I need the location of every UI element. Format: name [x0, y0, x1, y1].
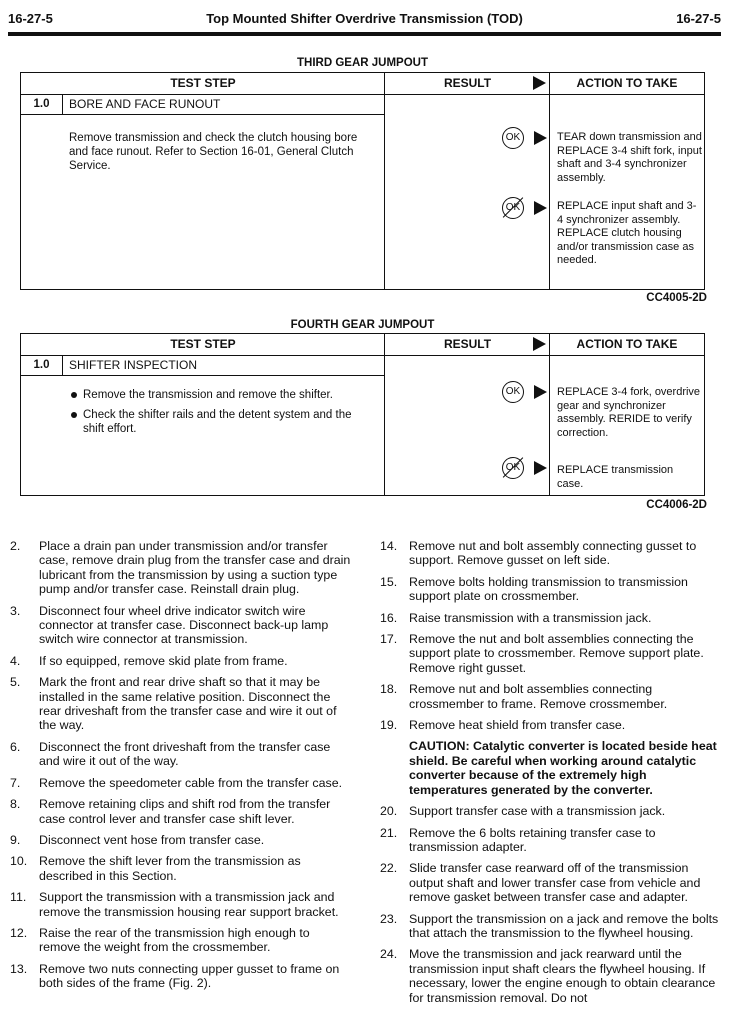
procedure-step	[380, 539, 722, 568]
procedure-step	[380, 575, 722, 604]
not-ok-label: OK	[505, 462, 521, 473]
step-num: 14.	[380, 539, 398, 553]
step-num: 10.	[10, 854, 28, 869]
diagnostic-table-third-gear	[20, 72, 705, 290]
step-row-divider	[21, 114, 385, 115]
procedure-step	[10, 654, 352, 668]
ok-icon	[502, 127, 524, 149]
step-text: Remove retaining clips and shift rod from the transfer case control lever and transfer case shift lever.	[39, 797, 331, 826]
ok-label: OK	[505, 132, 521, 143]
divider	[549, 73, 550, 289]
step-num: 21.	[380, 825, 398, 840]
step-num: 19.	[380, 718, 398, 733]
step-text: Disconnect four wheel drive indicator switch wire connector at transfer case. Disconnect back-up lamp switch wire connector at transmission.	[39, 603, 329, 647]
procedure-step	[380, 682, 722, 711]
table-title-third-gear: THIRD GEAR JUMPOUT	[297, 57, 428, 69]
step-num: 23.	[380, 911, 398, 926]
step-text: Raise the rear of the transmission high enough to remove the weight from the crossmember.	[39, 925, 310, 955]
procedure-step	[10, 890, 352, 919]
result-arrow-icon	[533, 337, 546, 351]
procedure-step	[380, 804, 722, 818]
step-row-divider	[21, 375, 385, 376]
procedure-step	[10, 962, 352, 991]
divider	[549, 334, 550, 495]
step-num: 13.	[10, 961, 28, 976]
step-num: 16.	[380, 610, 398, 625]
step-number: 1.0	[21, 355, 63, 376]
step-text: Move the transmission and jack rearward until the transmission input shaft clears the flywheel housing. If necessary, lower the engine enough to obtain clearance for transmission removal. Do not	[409, 947, 716, 1005]
step-text: Remove two nuts connecting upper gusset to frame on both sides of the frame (Fig. 2).	[39, 961, 340, 991]
not-ok-arrow-icon	[534, 461, 547, 475]
step-text: Place a drain pan under transmission and/or transfer case, remove drain plug from the transfer case and drain lubricant from the transmission by using a suction type pump and/or transfer case. Reinstall drain plug.	[39, 539, 351, 597]
divider	[384, 73, 385, 289]
ok-arrow-icon	[534, 131, 547, 145]
result-arrow-icon	[533, 76, 546, 90]
step-text: Remove the nut and bolt assemblies connecting the support plate to crossmember. Remove support plate. Remove right gusset.	[409, 632, 704, 675]
step-name: BORE AND FACE RUNOUT	[69, 97, 221, 111]
table-header-row	[21, 73, 704, 95]
page-number-right: 16-27-5	[676, 11, 721, 26]
step-num: 17.	[380, 632, 398, 647]
procedure-step	[10, 604, 352, 647]
col-result: RESULT	[443, 76, 492, 90]
figure-id: CC4005-2D	[646, 292, 707, 304]
ok-arrow-icon	[534, 385, 547, 399]
step-num: 12.	[10, 925, 28, 940]
col-test-step: TEST STEP	[170, 76, 236, 90]
step-text: Remove the shift lever from the transmission as described in this Section.	[39, 854, 301, 883]
action-ok: TEAR down transmission and REPLACE 3-4 shift fork, input shaft and 3-4 synchronizer assembly.	[557, 131, 702, 184]
ok-label: OK	[505, 386, 521, 397]
procedure-step	[380, 861, 722, 904]
step-text: Slide transfer case rearward off of the transmission output shaft and lower transfer case from vehicle and remove gasket between transfer case and adapter.	[409, 861, 701, 905]
step-num: 15.	[380, 574, 398, 589]
step-num: 18.	[380, 682, 398, 697]
step-num: 7.	[10, 775, 21, 790]
step-num: 3.	[10, 603, 21, 618]
step-num: 20.	[380, 804, 398, 819]
col-action: ACTION TO TAKE	[576, 76, 678, 90]
col-action: ACTION TO TAKE	[576, 337, 678, 351]
page-number-left: 16-27-5	[8, 11, 53, 26]
procedure-step	[10, 926, 352, 955]
figure-id: CC4006-2D	[646, 499, 707, 511]
step-text: Remove the speedometer cable from the transfer case.	[39, 775, 343, 790]
procedure-step	[380, 912, 722, 941]
procedure-step	[10, 797, 352, 826]
divider	[384, 334, 385, 495]
not-ok-icon	[502, 457, 524, 479]
procedure-step	[10, 854, 352, 883]
step-num: 22.	[380, 861, 398, 876]
step-text: Remove nut and bolt assemblies connecting crossmember to frame. Remove crossmember.	[409, 682, 668, 711]
step-text: If so equipped, remove skid plate from frame.	[39, 653, 288, 668]
step-text: Remove bolts holding transmission to transmission support plate on crossmember.	[409, 574, 688, 604]
caution-note: CAUTION: Catalytic converter is located beside heat shield. Be careful when working around catalytic converter because of the extremely high temperatures generated by the converter.	[409, 739, 717, 797]
step-text: Remove nut and bolt assembly connecting gusset to support. Remove gusset on left side.	[409, 539, 697, 568]
step-text: Raise transmission with a transmission jack.	[409, 610, 652, 625]
diagnostic-table-fourth-gear	[20, 333, 705, 496]
step-text: Support the transmission on a jack and remove the bolts that attach the transmission to the flywheel housing.	[409, 911, 719, 940]
not-ok-label: OK	[505, 202, 521, 213]
not-ok-icon	[502, 197, 524, 219]
procedure-step	[380, 632, 722, 675]
not-ok-arrow-icon	[534, 201, 547, 215]
step-text: Support transfer case with a transmission jack.	[409, 804, 666, 819]
procedure-step	[380, 947, 722, 1005]
action-not-ok: REPLACE transmission case.	[557, 464, 674, 490]
procedure-step	[10, 675, 352, 733]
bullet-item: Check the shifter rails and the detent system and the shift effort.	[69, 408, 369, 436]
step-text: Support the transmission with a transmission jack and remove the transmission housing rear support bracket.	[39, 890, 339, 919]
col-test-step: TEST STEP	[170, 337, 236, 351]
step-text: Remove heat shield from transfer case.	[409, 718, 626, 733]
page-title: Top Mounted Shifter Overdrive Transmission (TOD)	[206, 11, 523, 26]
step-name: SHIFTER INSPECTION	[69, 358, 198, 372]
step-bullets	[69, 388, 369, 442]
procedure-step	[10, 740, 352, 769]
step-num: 5.	[10, 675, 21, 690]
procedure-step	[10, 833, 352, 847]
step-body: Remove transmission and check the clutch housing bore and face runout. Refer to Section 16-01, General Clutch Service.	[69, 132, 358, 172]
header-rule	[8, 32, 721, 36]
step-num: 24.	[380, 947, 398, 962]
step-text: Mark the front and rear drive shaft so that it may be installed in the same relative position. Disconnect the rear driveshaft from the transfer case and wire it out of the way.	[39, 675, 337, 733]
procedure-step	[380, 718, 722, 732]
procedure-left-column	[10, 539, 352, 998]
procedure-step	[10, 776, 352, 790]
step-text: Remove the 6 bolts retaining transfer case to transmission adapter.	[409, 825, 656, 854]
procedure-step	[380, 611, 722, 625]
step-text: Disconnect the front driveshaft from the transfer case and wire it out of the way.	[39, 739, 331, 769]
procedure-step	[380, 826, 722, 855]
page-header	[8, 8, 721, 34]
table-title-fourth-gear: FOURTH GEAR JUMPOUT	[290, 319, 435, 331]
action-not-ok: REPLACE input shaft and 3-4 synchronizer assembly. REPLACE clutch housing and/or transmission case as needed.	[557, 200, 697, 266]
step-number: 1.0	[21, 94, 63, 115]
bullet-item: Remove the transmission and remove the shifter.	[69, 388, 369, 402]
step-num: 8.	[10, 797, 21, 812]
step-num: 4.	[10, 653, 21, 668]
step-text: Disconnect vent hose from transfer case.	[39, 832, 265, 847]
step-num: 2.	[10, 539, 21, 553]
ok-icon	[502, 381, 524, 403]
col-result: RESULT	[443, 337, 492, 351]
table-header-row	[21, 334, 704, 356]
action-ok: REPLACE 3-4 fork, overdrive gear and synchronizer assembly. RERIDE to verify correction.	[557, 386, 701, 439]
step-num: 11.	[10, 890, 27, 905]
procedure-right-column	[380, 539, 722, 1012]
procedure-step	[10, 539, 352, 597]
step-num: 9.	[10, 832, 21, 847]
step-num: 6.	[10, 739, 21, 754]
